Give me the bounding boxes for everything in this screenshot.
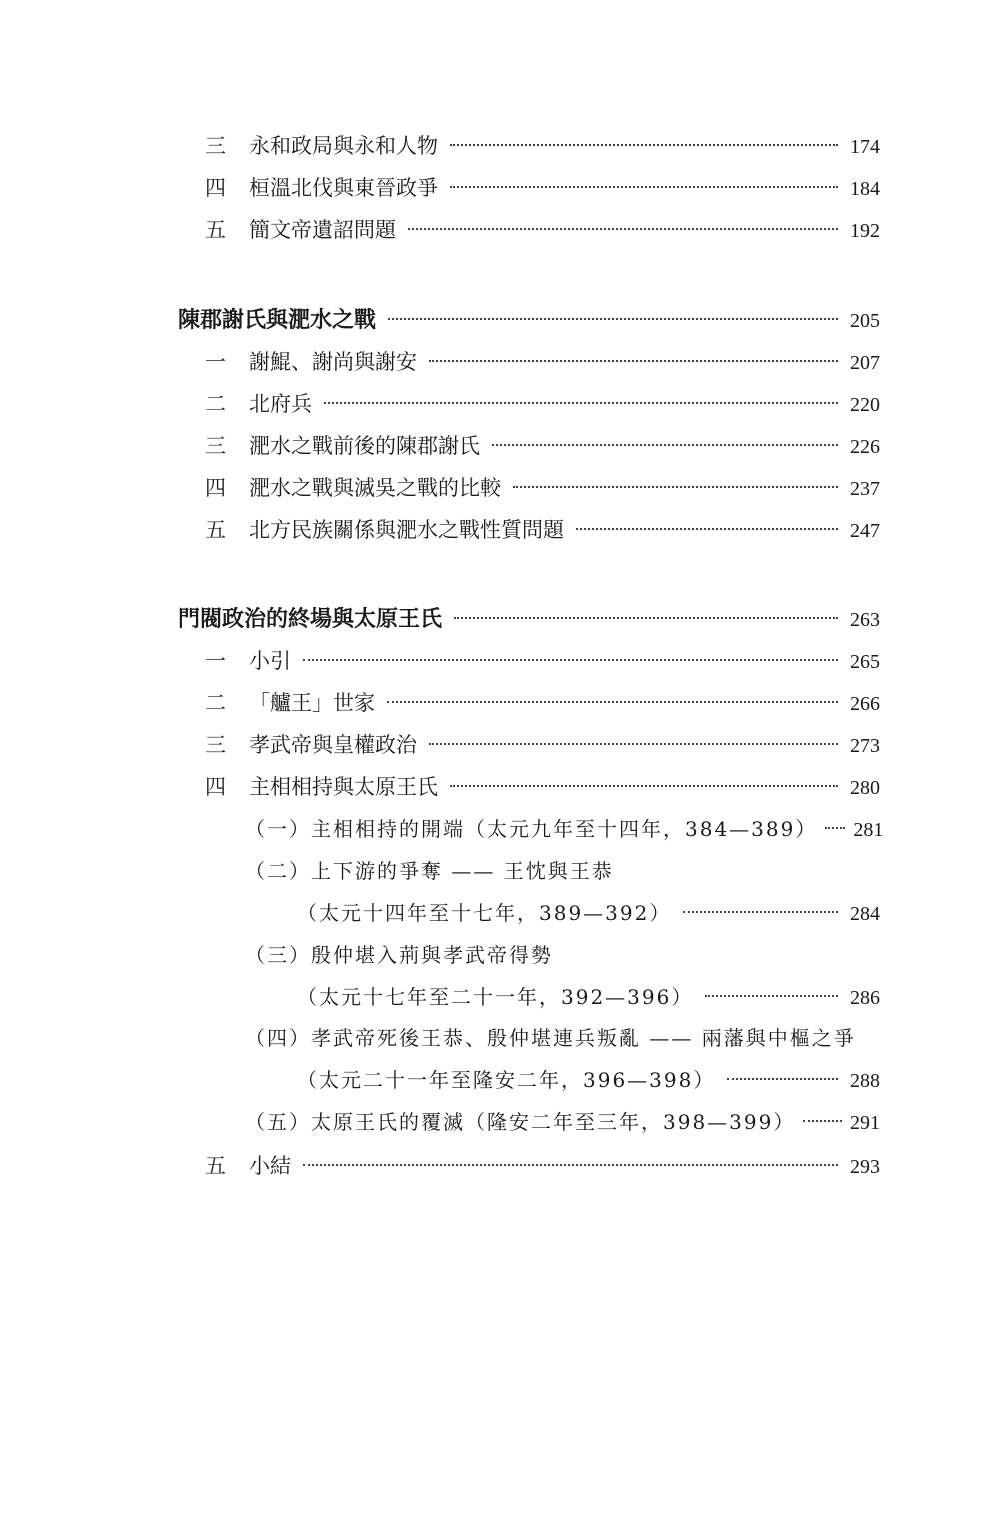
section-title: 淝水之戰前後的陳郡謝氏 [249,434,480,458]
subsection-title: （一）主相相持的開端（太元九年至十四年，384—389） [245,817,818,841]
dot-leader [429,360,838,362]
dot-leader [705,995,838,997]
section-title: 主相相持與太原王氏 [249,775,438,799]
dot-leader [387,701,838,703]
section-number: 三 [205,134,226,158]
dot-leader [303,659,838,661]
section-title: 「艫王」世家 [249,691,375,715]
page-number: 192 [850,220,880,242]
chapter-title: 門閥政治的終場與太原王氏 [178,606,443,632]
toc-subentry[interactable] [245,939,553,968]
toc-subentry-continuation[interactable] [297,981,880,1010]
dot-leader [408,228,838,230]
toc-entry[interactable] [205,430,880,460]
page-number: 288 [850,1070,880,1092]
dot-leader [513,486,838,488]
page-number: 184 [850,178,880,200]
dot-leader [492,444,838,446]
toc-entry[interactable] [205,388,880,418]
page-number: 247 [850,520,880,542]
dot-leader [450,186,838,188]
subsection-title: （太元十七年至二十一年，392—396） [297,985,694,1009]
section-title: 謝鯤、謝尚與謝安 [249,350,417,374]
section-number: 五 [205,218,226,242]
section-number: 四 [205,476,226,500]
dot-leader [324,402,838,404]
section-number: 一 [205,350,226,374]
toc-subentry[interactable] [245,813,884,842]
page-number: 226 [850,436,880,458]
section-title: 北方民族關係與淝水之戰性質問題 [249,518,564,542]
subsection-title: （五）太原王氏的覆滅（隆安二年至三年，398—399） [245,1110,796,1134]
dot-leader [454,617,838,619]
page-number: 207 [850,352,880,374]
section-number: 四 [205,775,226,799]
page-number: 205 [850,310,880,332]
page-number: 237 [850,478,880,500]
chapter-entry[interactable] [178,602,880,633]
toc-entry[interactable] [205,514,880,544]
toc-entry[interactable] [205,472,880,502]
section-number: 三 [205,434,226,458]
section-title: 桓溫北伐與東晉政爭 [249,176,438,200]
section-number: 五 [205,518,226,542]
toc-entry[interactable] [205,645,880,675]
toc-entry[interactable] [205,771,880,801]
section-title: 小結 [249,1154,291,1178]
section-number: 三 [205,733,226,757]
toc-entry[interactable] [205,687,880,717]
section-number: 二 [205,392,226,416]
section-title: 孝武帝與皇權政治 [249,733,417,757]
page-number: 273 [850,735,880,757]
page-number: 281 [853,819,884,841]
toc-entry[interactable] [205,130,880,160]
dot-leader [388,318,838,320]
toc-entry[interactable] [205,214,880,244]
subsection-title: （四）孝武帝死後王恭、殷仲堪連兵叛亂 —— 兩藩與中樞之爭 [245,1026,856,1050]
section-title: 永和政局與永和人物 [249,134,438,158]
dot-leader [450,785,838,787]
dot-leader [576,528,838,530]
section-title: 淝水之戰與滅吳之戰的比較 [249,476,501,500]
page-number: 265 [850,651,880,673]
toc-subentry-continuation[interactable] [297,1064,880,1093]
subsection-title: （二）上下游的爭奪 —— 王忱與王恭 [245,859,614,883]
toc-subentry[interactable] [245,855,614,884]
chapter-entry[interactable] [178,303,880,334]
dot-leader [450,144,838,146]
toc-subentry-continuation[interactable] [297,897,880,926]
toc-subentry[interactable] [245,1106,880,1135]
section-number: 五 [205,1154,226,1178]
page-number: 293 [850,1156,880,1178]
page-number: 174 [850,136,880,158]
page-number: 266 [850,693,880,715]
page-number: 291 [850,1112,880,1134]
dot-leader [303,1164,838,1166]
dot-leader [429,743,838,745]
toc-entry[interactable] [205,729,880,759]
toc-entry[interactable] [205,346,880,376]
page-number: 286 [850,987,880,1009]
page-number: 284 [850,903,880,925]
section-number: 四 [205,176,226,200]
section-number: 二 [205,691,226,715]
section-title: 北府兵 [249,392,312,416]
page-number: 263 [850,609,880,631]
chapter-title: 陳郡謝氏與淝水之戰 [178,307,377,333]
dot-leader [727,1078,838,1080]
section-number: 一 [205,649,226,673]
section-title: 簡文帝遺詔問題 [249,218,396,242]
subsection-title: （太元十四年至十七年，389—392） [297,901,672,925]
toc-subentry[interactable] [245,1022,856,1051]
section-title: 小引 [249,649,291,673]
dot-leader [683,911,838,913]
dot-leader [803,1120,842,1122]
page-number: 220 [850,394,880,416]
toc-entry[interactable] [205,1150,880,1180]
page-number: 280 [850,777,880,799]
subsection-title: （太元二十一年至隆安二年，396—398） [297,1068,716,1092]
subsection-title: （三）殷仲堪入荊與孝武帝得勢 [245,943,553,967]
toc-entry[interactable] [205,172,880,202]
dot-leader [825,827,845,829]
